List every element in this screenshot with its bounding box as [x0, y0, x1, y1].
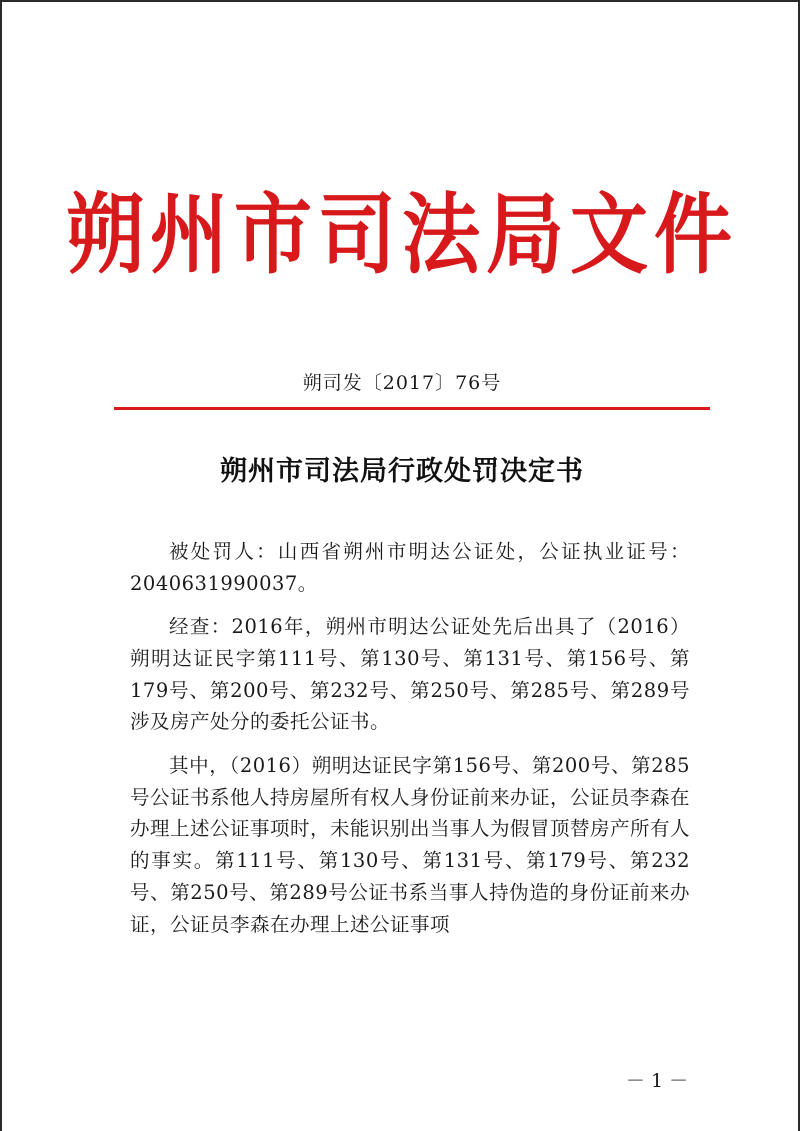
page-number: － 1 －	[625, 1070, 689, 1092]
paragraph-details: 其中，（2016）朔明达证民字第156号、第200号、第285号公证书系他人持房屋所有权人身份证前来办证，公证员李森在办理上述公证事项时，未能识别出当事人为假冒顶替房产所有人的事实。第111号、第130号、第131号、第179号、第232号、第250号、第289号公证书系当事人持伪造的身份证前来办证，公证员李森在办理上述公证事项	[130, 753, 691, 936]
red-divider-line	[114, 407, 710, 410]
document-title: 朔州市司法局行政处罚决定书	[220, 456, 584, 487]
document-body	[130, 536, 690, 952]
masthead-title: 朔州市司法局文件	[65, 184, 738, 287]
document-number: 朔司发〔2017〕76号	[302, 372, 502, 394]
paragraph-respondent: 被处罚人：山西省朔州市明达公证处，公证执业证号：2040631990037。	[130, 540, 690, 595]
paragraph-findings: 经查：2016年，朔州市明达公证处先后出具了（2016）朔明达证民字第111号、第130号、第131号、第156号、第179号、第200号、第232号、第250号、第285号、第289号涉及房产处分的委托公证书。	[130, 615, 690, 734]
